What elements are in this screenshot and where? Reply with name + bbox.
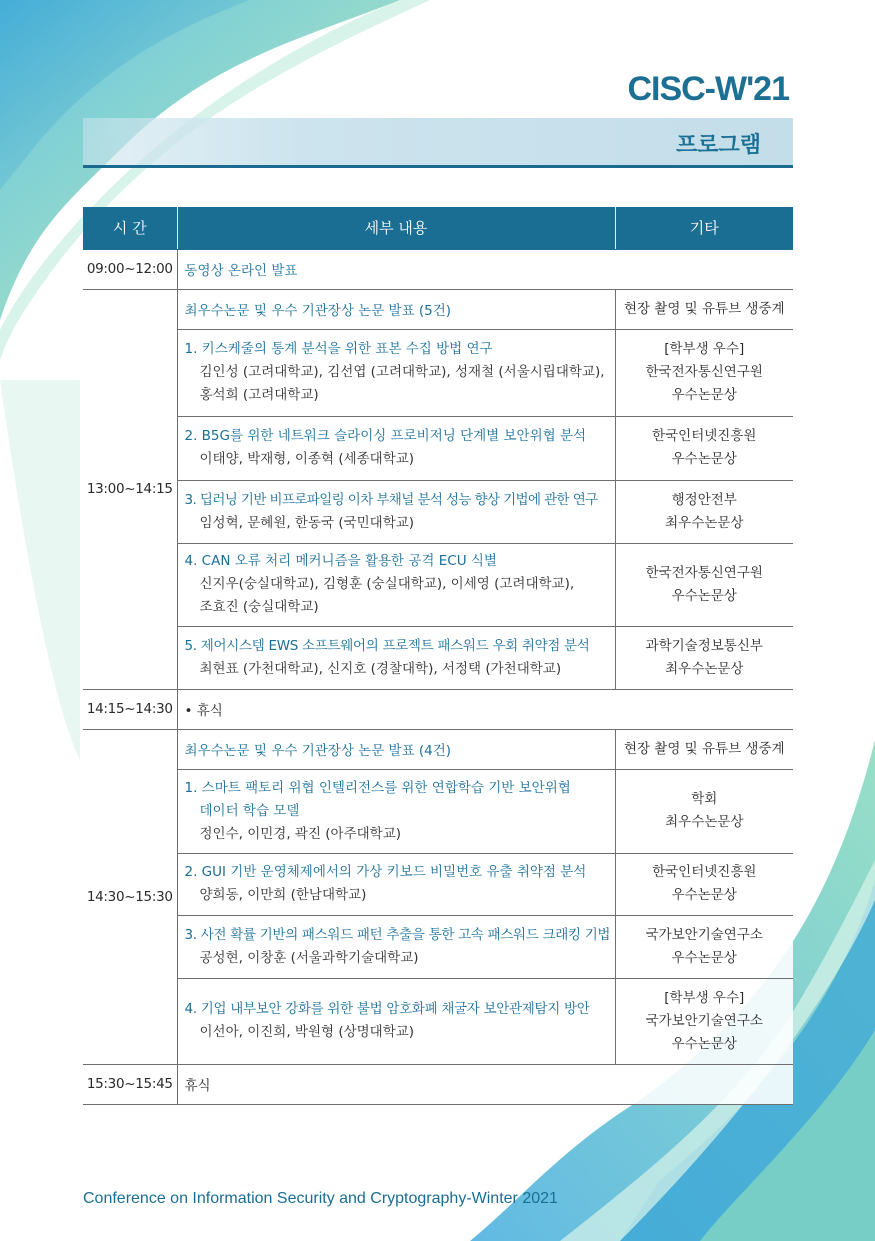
paper-title: 3. 사전 확률 기반의 패스워드 패턴 추출을 통한 고속 패스워드 크래킹 기법: [184, 926, 611, 943]
award-line: [학부생 우수]: [664, 989, 745, 1006]
table-row: [83, 769, 793, 853]
paper-cell: [177, 416, 615, 480]
etc-cell: 현장 촬영 및 유튜브 생중계: [615, 729, 793, 769]
award-line: 한국전자통신연구원: [645, 564, 763, 581]
table-row: [83, 729, 793, 769]
desc-cell: • 휴식: [177, 689, 793, 729]
award-cell: [615, 543, 793, 626]
desc-cell: 동영상 온라인 발표: [177, 249, 793, 289]
paper-title: 4. 기업 내부보안 강화를 위한 불법 암호화폐 채굴자 보안관제탐지 방안: [184, 1001, 590, 1017]
brand-logo: CISC-W'21: [627, 70, 789, 108]
table-header-row: [83, 207, 793, 249]
paper-authors: 최현표 (가천대학교), 신지호 (경찰대학), 서정택 (가천대학교): [199, 660, 562, 677]
paper-title: 5. 제어시스템 EWS 소프트웨어의 프로젝트 패스워드 우회 취약점 분석: [184, 637, 590, 654]
time-cell: 09:00~12:00: [83, 249, 177, 289]
award-cell: [615, 978, 793, 1064]
award-line: 한국인터넷진흥원: [652, 864, 757, 880]
session-header: 최우수논문 및 우수 기관장상 논문 발표 (5건): [177, 289, 615, 329]
paper-title: 1. 스마트 팩토리 위협 인텔리전스를 위한 연합학습 기반 보안위협: [184, 779, 571, 796]
header-time: 시 간: [83, 207, 177, 249]
paper-authors: 이태양, 박재형, 이종혁 (세종대학교): [199, 451, 415, 467]
time-cell: 15:30~15:45: [83, 1064, 177, 1104]
table-row: [83, 416, 793, 480]
award-line: 최우수논문상: [665, 514, 744, 531]
paper-authors: 임성혁, 문혜원, 한동국 (국민대학교): [199, 514, 415, 531]
paper-authors: 조효진 (숭실대학교): [199, 599, 319, 615]
paper-cell: [177, 480, 615, 543]
award-line: 한국인터넷진흥원: [652, 428, 757, 444]
award-line: 최우수논문상: [665, 814, 744, 830]
desc-cell: 휴식: [177, 1064, 793, 1104]
table-row: [83, 626, 793, 689]
award-line: 국가보안기술연구소: [645, 1012, 763, 1029]
session-header: 최우수논문 및 우수 기관장상 논문 발표 (4건): [177, 729, 615, 769]
award-line: 우수논문상: [671, 887, 737, 903]
title-band: [83, 118, 793, 168]
table-row: [83, 915, 793, 978]
paper-cell: [177, 769, 615, 853]
paper-title: 4. CAN 오류 처리 메커니즘을 활용한 공격 ECU 식별: [184, 553, 497, 569]
paper-authors: 정인수, 이민경, 곽진 (아주대학교): [199, 825, 402, 842]
award-cell: [615, 769, 793, 853]
paper-authors: 신지우(숭실대학교), 김형훈 (숭실대학교), 이세영 (고려대학교),: [199, 576, 575, 592]
table-row: [83, 853, 793, 915]
paper-cell: [177, 543, 615, 626]
table-row: [83, 1064, 793, 1104]
award-line: 최우수논문상: [665, 660, 744, 677]
award-cell: [615, 915, 793, 978]
paper-authors: 김인성 (고려대학교), 김선엽 (고려대학교), 성재철 (서울시립대학교),: [199, 364, 605, 380]
award-cell: [615, 329, 793, 416]
award-line: 우수논문상: [671, 387, 737, 403]
table-row: [83, 480, 793, 543]
table-row: [83, 249, 793, 289]
award-line: [학부생 우수]: [664, 341, 745, 357]
award-line: 과학기술정보통신부: [645, 637, 763, 654]
award-line: 국가보안기술연구소: [645, 926, 763, 943]
time-cell: 14:30~15:30: [83, 729, 177, 1064]
award-line: 한국전자통신연구원: [645, 364, 763, 380]
time-cell: 13:00~14:15: [83, 289, 177, 689]
award-line: 학회: [691, 791, 718, 807]
paper-cell: [177, 329, 615, 416]
table-row: [83, 978, 793, 1064]
paper-cell: [177, 626, 615, 689]
award-line: 행정안전부: [671, 491, 737, 508]
paper-title: 2. GUI 기반 운영체제에서의 가상 키보드 비밀번호 유출 취약점 분석: [184, 864, 587, 880]
table-row: [83, 543, 793, 626]
paper-title: 데이터 학습 모델: [199, 802, 300, 819]
paper-title: 3. 딥러닝 기반 비프로파일링 이차 부채널 분석 성능 향상 기법에 관한 연구: [184, 491, 598, 508]
page-title: 프로그램: [675, 133, 761, 158]
paper-cell: [177, 978, 615, 1064]
paper-authors: 홍석희 (고려대학교): [199, 387, 319, 403]
etc-cell: 현장 촬영 및 유튜브 생중계: [615, 289, 793, 329]
award-cell: [615, 416, 793, 480]
paper-authors: 이선아, 이진희, 박원형 (상명대학교): [199, 1024, 415, 1040]
award-line: 우수논문상: [671, 1035, 737, 1052]
table-row: [83, 329, 793, 416]
header-etc: 기타: [615, 207, 793, 249]
award-line: 우수논문상: [671, 587, 737, 604]
header-details: 세부 내용: [177, 207, 615, 249]
award-cell: [615, 480, 793, 543]
award-cell: [615, 626, 793, 689]
time-cell: 14:15~14:30: [83, 689, 177, 729]
paper-authors: 양희동, 이만희 (한남대학교): [199, 887, 367, 903]
award-line: 우수논문상: [671, 949, 737, 966]
award-line: 우수논문상: [671, 451, 737, 467]
table-row: [83, 689, 793, 729]
footer-text: Conference on Information Security and Cryptography-Winter 2021: [83, 1190, 558, 1207]
paper-title: 1. 키스케줄의 통계 분석을 위한 표본 수집 방법 연구: [184, 341, 493, 357]
program-table: [83, 207, 793, 1105]
paper-cell: [177, 853, 615, 915]
paper-title: 2. B5G를 위한 네트워크 슬라이싱 프로비저닝 단계별 보안위협 분석: [184, 428, 587, 444]
paper-cell: [177, 915, 615, 978]
paper-authors: 공성현, 이창훈 (서울과학기술대학교): [199, 949, 419, 966]
table-row: [83, 289, 793, 329]
award-cell: [615, 853, 793, 915]
